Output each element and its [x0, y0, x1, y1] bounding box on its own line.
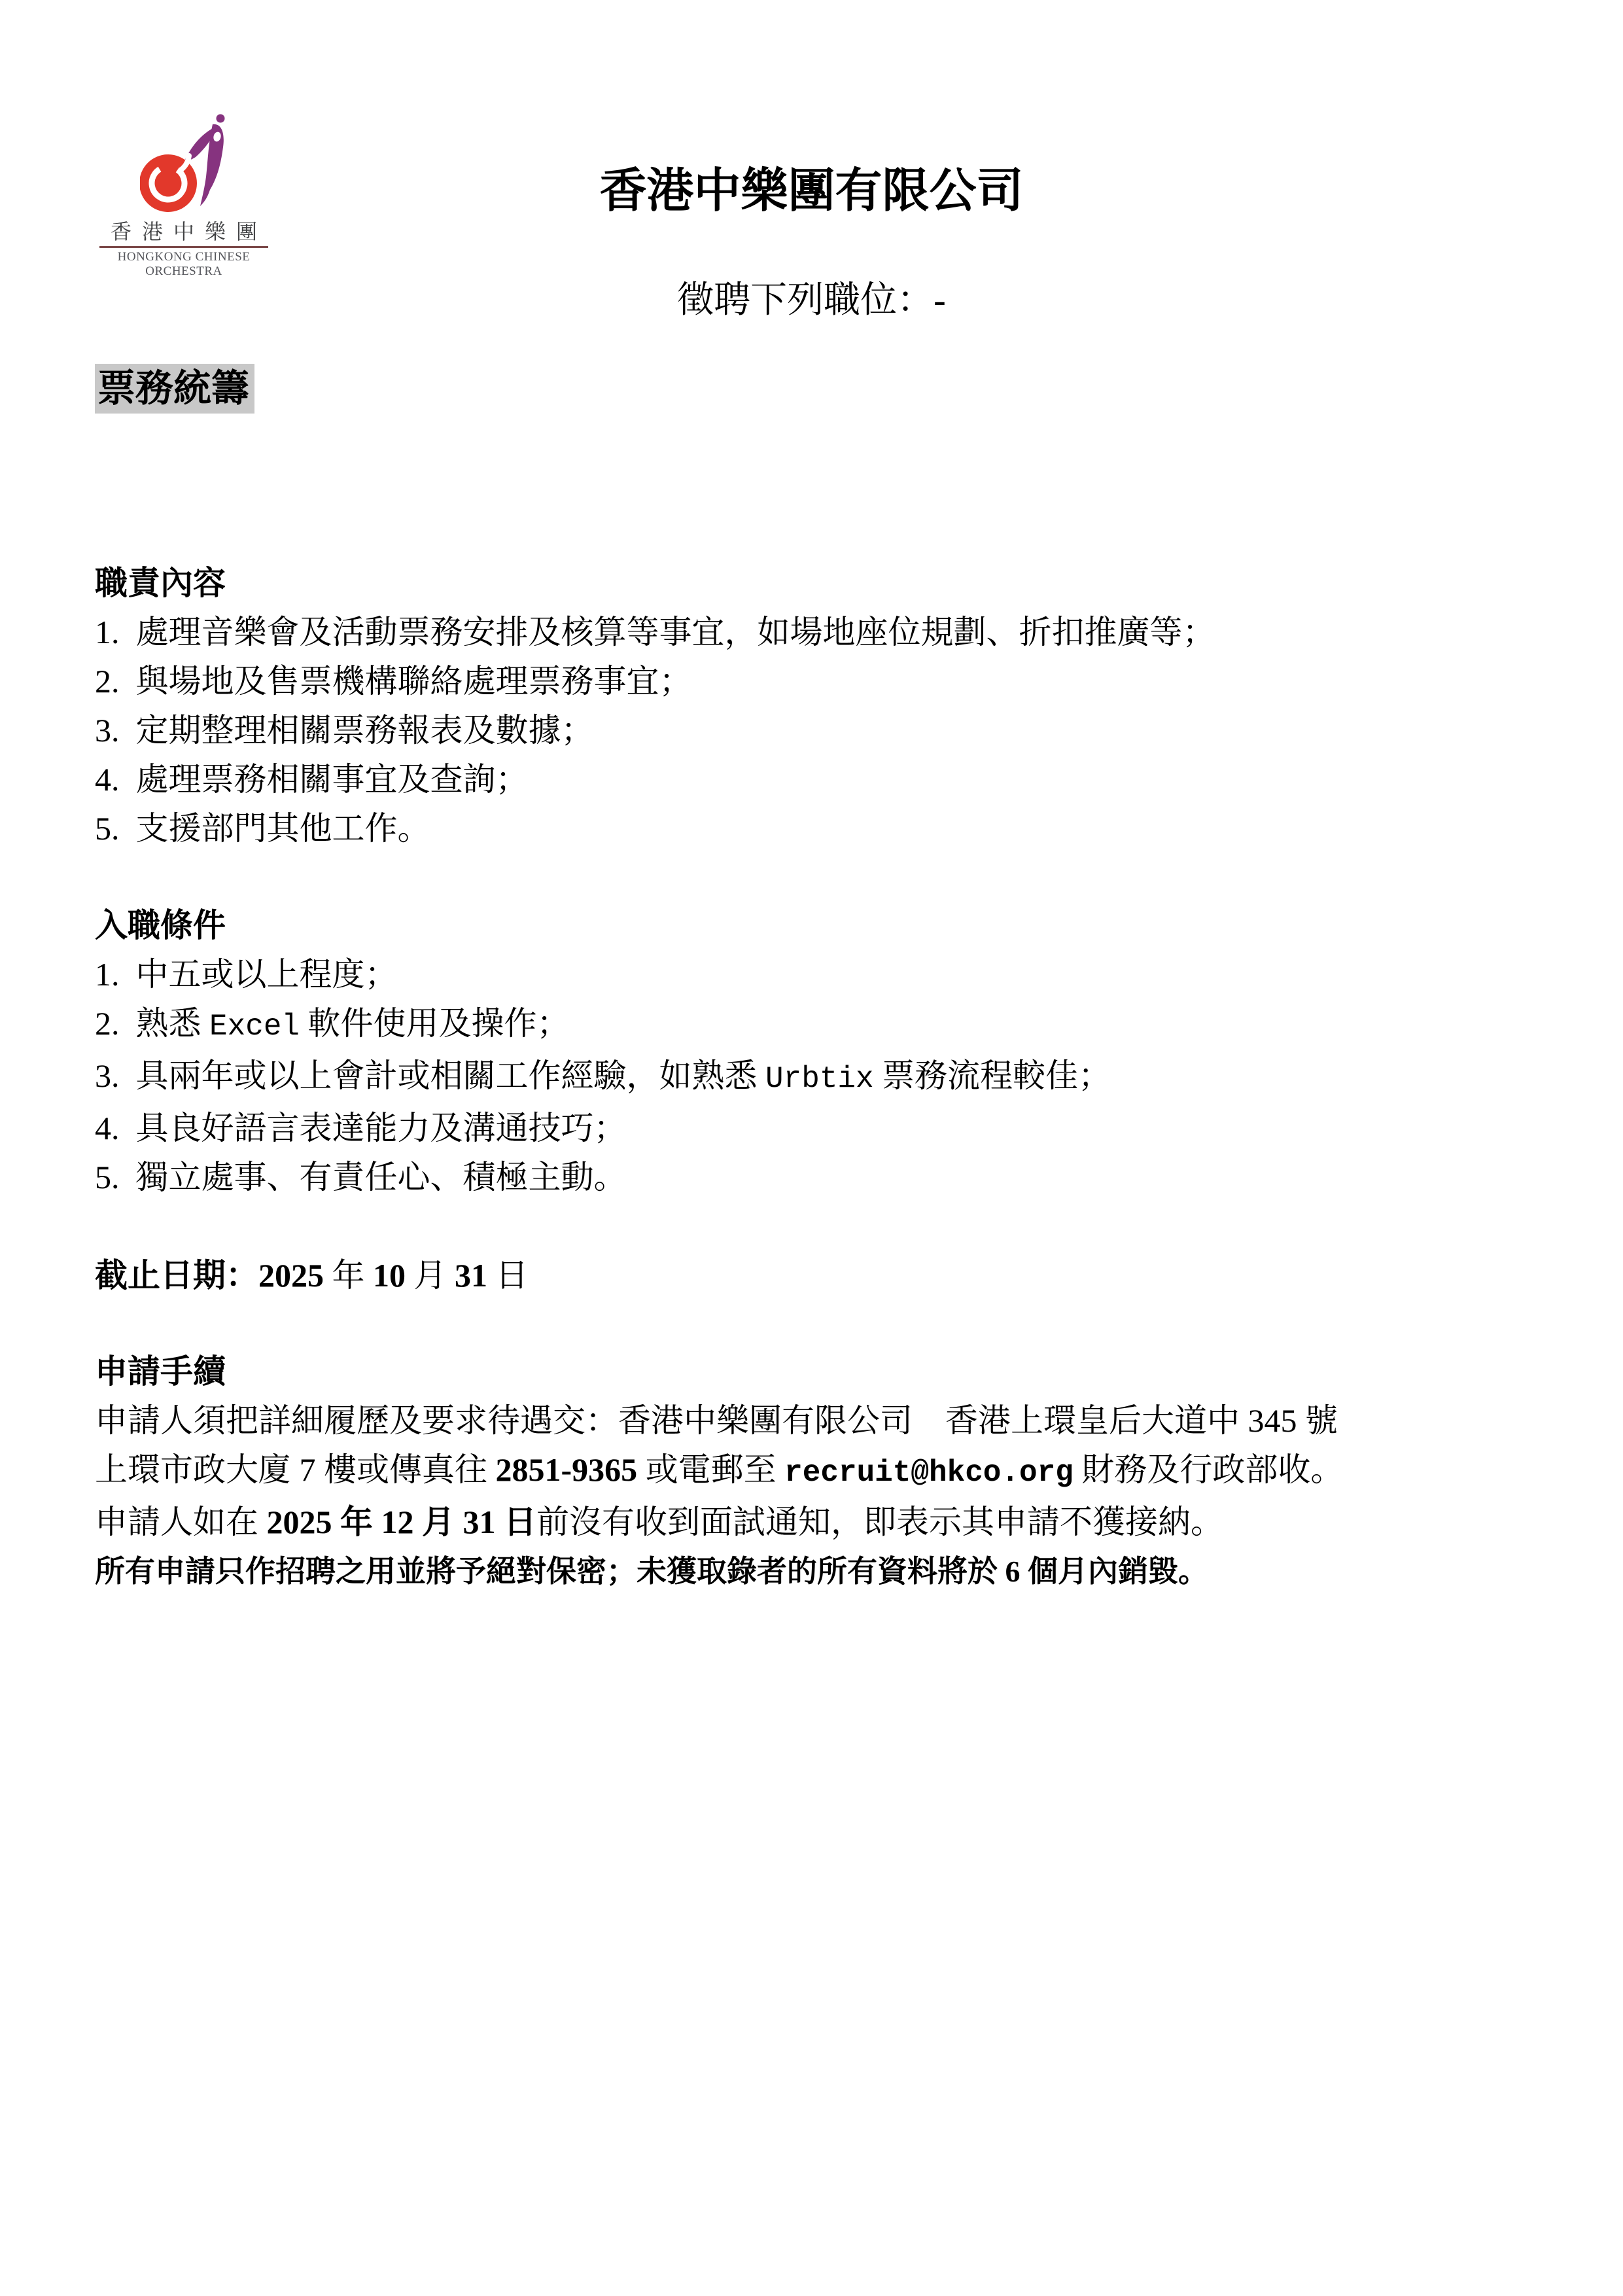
position-title-highlight: 票務統籌 — [95, 364, 254, 414]
requirement-item-1: 1. 中五或以上程度； — [95, 956, 398, 993]
requirement-item-5: 5. 獨立處事、有責任心、積極主動。 — [95, 1159, 627, 1195]
responsibility-item-1: 1. 處理音樂會及活動票務安排及核算等事宜，如場地座位規劃、折扣推廣等； — [95, 614, 1215, 650]
responsibility-item-3: 3. 定期整理相關票務報表及數據； — [95, 712, 594, 749]
responsibility-item-4: 4. 處理票務相關事宜及查詢； — [95, 761, 529, 798]
document-body — [0, 364, 1623, 1596]
deadline-line: 截止日期：2025 年 10 月 31 日 — [95, 1257, 529, 1294]
logo-divider — [99, 246, 268, 248]
requirements-heading: 入職條件 — [95, 907, 226, 944]
requirement-item-2: 2. 熟悉 Excel 軟件使用及操作； — [95, 1005, 570, 1044]
orchestra-logo-icon — [140, 111, 228, 216]
confidentiality-note: 所有申請只作招聘之用並將予絕對保密；未獲取錄者的所有資料將於 6 個月內銷毀。 — [95, 1555, 1208, 1588]
company-logo — [98, 111, 270, 279]
logo-chinese-name: 香 港 中 樂 團 — [110, 220, 257, 243]
requirement-item-3: 3. 具兩年或以上會計或相關工作經驗，如熟悉 Urbtix 票務流程較佳； — [95, 1057, 1111, 1096]
position-title-line — [95, 364, 1459, 424]
application-heading: 申請手續 — [95, 1353, 226, 1390]
logo-purple-head-dot — [216, 115, 224, 123]
application-line-2: 上環市政大廈 7 樓或傳真往 2851-9365 或電郵至 recruit@hkco.org 財務及行政部收。 — [95, 1451, 1344, 1490]
application-line-3: 申請人如在 2025 年 12 月 31 日前沒有收到面試通知，即表示其申請不獲接納。 — [95, 1504, 1223, 1540]
section-requirements — [95, 901, 1459, 1202]
section-responsibilities — [95, 559, 1459, 853]
responsibility-item-2: 2. 與場地及售票機構聯絡處理票務事宜； — [95, 663, 692, 699]
logo-english-name: HONGKONG CHINESE ORCHESTRA — [117, 250, 251, 278]
section-application — [95, 1347, 1459, 1596]
requirement-item-4: 4. 具良好語言表達能力及溝通技巧； — [95, 1110, 627, 1146]
application-line-1: 申請人須把詳細履歷及要求待遇交：香港中樂團有限公司 香港上環皇后大道中 345 號 — [95, 1402, 1338, 1439]
company-title: 香港中樂團有限公司 — [599, 165, 1024, 217]
recruiting-line: 徵聘下列職位：- — [677, 280, 946, 321]
responsibility-item-5: 5. 支援部門其他工作。 — [95, 810, 430, 847]
responsibilities-heading: 職責內容 — [95, 565, 226, 601]
